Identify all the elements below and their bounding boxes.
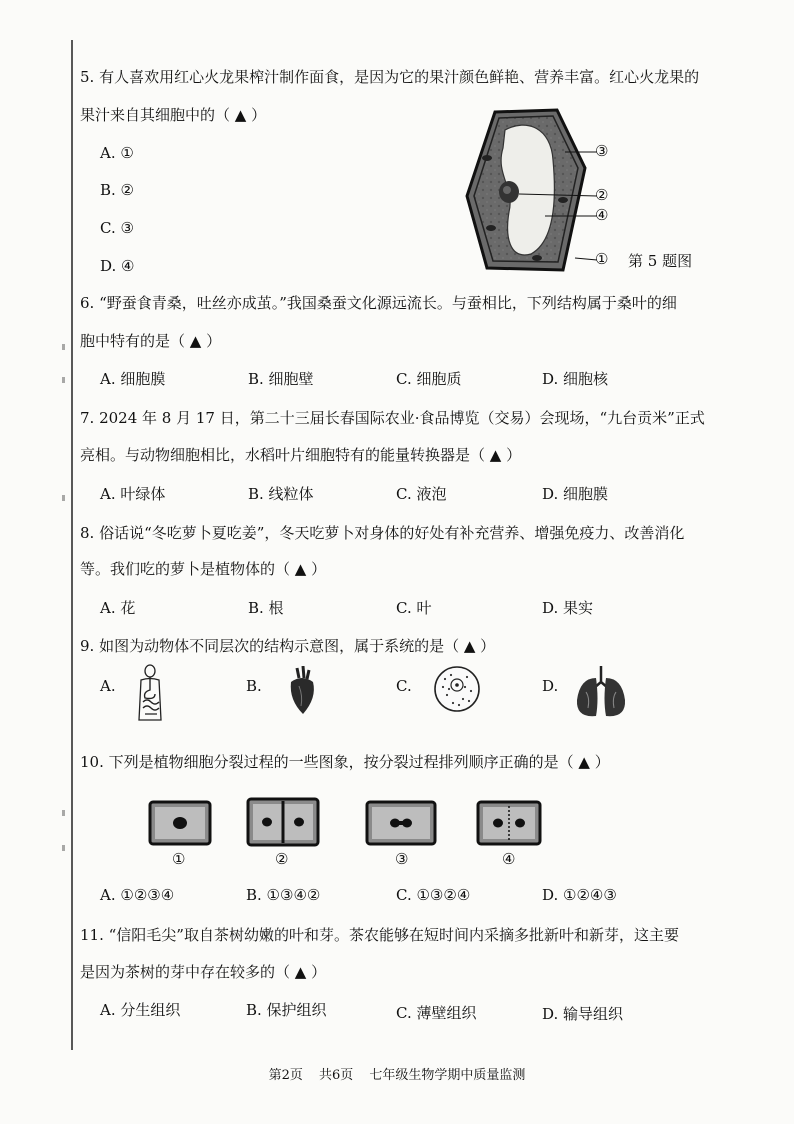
question-10-option-c[interactable]: C. ①③②④ [396,886,471,904]
cell-icon [433,665,481,713]
division-label-4: ④ [502,850,516,868]
question-9-option-c[interactable]: C. [396,677,412,695]
question-8-option-d[interactable]: D. 果实 [542,599,594,617]
question-9-option-b[interactable]: B. [246,677,262,695]
question-8-option-b[interactable]: B. 根 [248,599,284,617]
question-6-stem: 6. “野蚕食青桑，吐丝亦成茧。”我国桑蚕文化源远流长。与蚕相比，下列结构属于桑叶的细 [80,294,677,312]
division-label-2: ② [275,850,289,868]
question-7-option-c[interactable]: C. 液泡 [396,485,447,503]
figure-caption: 第 5 题图 [628,252,693,270]
question-11-option-c[interactable]: C. 薄壁组织 [396,1004,477,1022]
lungs-icon [574,664,628,720]
question-8-stem: 8. 俗话说“冬吃萝卜夏吃姜”，冬天吃萝卜对身体的好处有补充营养、增强免疫力、改善消化 [80,524,685,542]
question-9-option-a[interactable]: A. [100,677,116,695]
digestive-system-icon [133,664,169,724]
question-6-option-d[interactable]: D. 细胞核 [542,370,609,388]
question-10-option-d[interactable]: D. ①②④③ [542,886,617,904]
question-6-option-a[interactable]: A. 细胞膜 [100,370,166,388]
question-7-option-d[interactable]: D. 细胞膜 [542,485,609,503]
question-11-option-a[interactable]: A. 分生组织 [100,1001,181,1019]
margin-mark [62,845,65,851]
question-10-option-b[interactable]: B. ①③④② [246,886,321,904]
question-5-option-d[interactable]: D. ④ [100,257,135,275]
figure-label-2: ② [595,186,609,204]
page-total: 共6页 [318,1068,354,1083]
cell-division-stage-1 [148,800,212,846]
division-label-3: ③ [395,850,409,868]
exam-title: 七年级生物学期中质量监测 [369,1068,526,1083]
question-11-stem-cont: 是因为茶树的芽中存在较多的（ ▲ ） [80,963,327,981]
cell-division-stage-4 [476,800,542,846]
margin-rule [71,40,73,1050]
question-5-stem: 5. 有人喜欢用红心火龙果榨汁制作面食，是因为它的果汁颜色鲜艳、营养丰富。红心火龙果的 [80,68,700,86]
question-8-stem-cont: 等。我们吃的萝卜是植物体的（ ▲ ） [80,560,327,578]
question-11-stem: 11. “信阳毛尖”取自茶树幼嫩的叶和芽。茶农能够在短时间内采摘多批新叶和新芽，这主要 [80,926,679,944]
question-9-stem: 9. 如图为动物体不同层次的结构示意图，属于系统的是（ ▲ ） [80,637,496,655]
question-5-option-b[interactable]: B. ② [100,181,135,199]
cell-division-stage-3 [365,800,437,846]
cell-division-stage-2 [246,797,320,847]
question-5-stem-cont: 果汁来自其细胞中的（ ▲ ） [80,106,267,124]
margin-mark [62,344,65,350]
question-9-option-d[interactable]: D. [542,677,559,695]
question-6-option-c[interactable]: C. 细胞质 [396,370,462,388]
figure-label-4: ④ [595,206,609,224]
question-7-stem: 7. 2024 年 8 月 17 日，第二十三届长春国际农业·食品博览（交易）会现场，“九台贡米”正式 [80,409,705,427]
question-10-stem: 10. 下列是植物细胞分裂过程的一些图象，按分裂过程排列顺序正确的是（ ▲ ） [80,753,610,771]
page-number: 第2页 [268,1068,303,1083]
question-7-stem-cont: 亮相。与动物细胞相比，水稻叶片细胞特有的能量转换器是（ ▲ ） [80,446,522,464]
division-label-1: ① [172,850,186,868]
question-7-option-a[interactable]: A. 叶绿体 [100,485,166,503]
figure-label-1: ① [595,250,609,268]
question-7-option-b[interactable]: B. 线粒体 [248,485,314,503]
heart-icon [287,666,317,716]
question-5-option-c[interactable]: C. ③ [100,219,134,237]
margin-mark [62,810,65,816]
figure-label-3: ③ [595,142,609,160]
page-footer [0,1064,794,1083]
question-11-option-b[interactable]: B. 保护组织 [246,1001,327,1019]
question-8-option-c[interactable]: C. 叶 [396,599,432,617]
question-6-stem-cont: 胞中特有的是（ ▲ ） [80,332,222,350]
margin-mark [62,377,65,383]
question-8-option-a[interactable]: A. 花 [100,599,136,617]
question-5-option-a[interactable]: A. ① [100,144,134,162]
margin-mark [62,495,65,501]
question-6-option-b[interactable]: B. 细胞壁 [248,370,314,388]
question-10-option-a[interactable]: A. ①②③④ [100,886,175,904]
question-11-option-d[interactable]: D. 输导组织 [542,1005,624,1023]
